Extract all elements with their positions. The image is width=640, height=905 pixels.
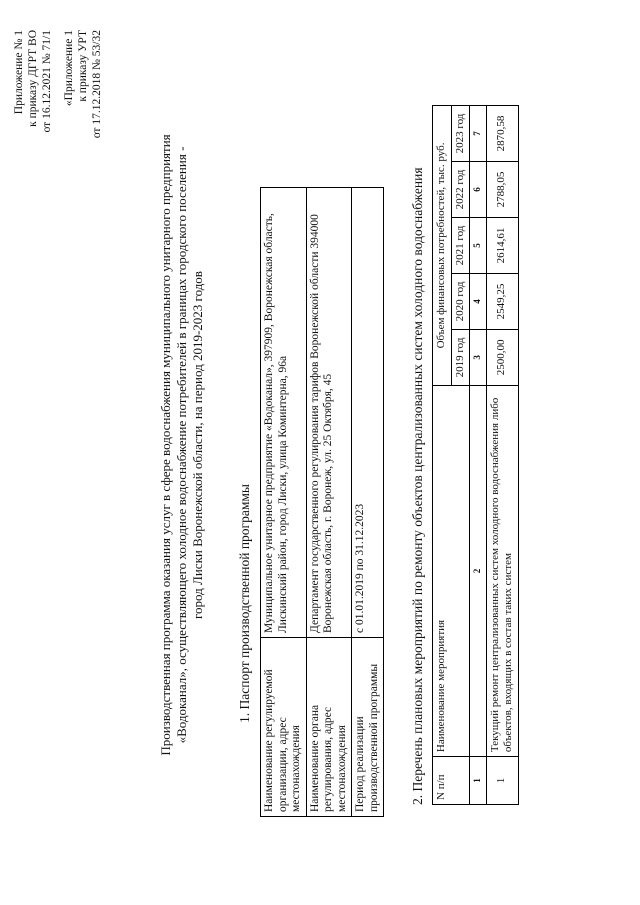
document-title	[158, 95, 206, 795]
column-header-name: Наименование мероприятия	[433, 385, 470, 756]
column-index: 2	[470, 385, 487, 756]
appendix-line: Приложение № 1	[13, 30, 25, 115]
passport-table	[260, 187, 384, 817]
year-header: 2019 год	[451, 329, 470, 385]
row-number: 1	[486, 757, 518, 805]
column-header-number: N п/п	[433, 757, 470, 805]
table-row	[486, 106, 518, 805]
column-index: 4	[470, 273, 487, 329]
column-index: 3	[470, 329, 487, 385]
table-index-row	[470, 106, 487, 805]
column-index: 7	[470, 106, 487, 162]
finance-value: 2870,58	[486, 106, 518, 162]
table-row	[306, 188, 352, 817]
appendix-reference-current	[12, 30, 54, 132]
finance-value: 2614,61	[486, 218, 518, 274]
passport-value: Департамент государственного регулирования тарифов Воронежской области 394000 Воронежская область, г. Воронеж, ул. 25 Октября, 45	[306, 188, 352, 638]
appendix-line: к приказу ДГРТ ВО	[27, 30, 39, 127]
passport-label: Период реализации производственной программы	[352, 638, 384, 817]
appendix-line: от 16.12.2021 № 71/1	[41, 30, 53, 133]
year-header: 2022 год	[451, 162, 470, 218]
title-line: Производственная программа оказания услуг в сфере водоснабжения муниципального унитарного предприятия	[158, 134, 173, 756]
passport-label: Наименование органа регулирования, адрес местонахождения	[306, 638, 352, 817]
column-index: 1	[470, 757, 487, 805]
appendix-line: от 17.12.2018 № 53/32	[91, 30, 103, 139]
table-row	[352, 188, 384, 817]
year-header: 2020 год	[451, 273, 470, 329]
table-header-row	[433, 106, 452, 805]
finance-value: 2549,25	[486, 273, 518, 329]
section-2-heading: 2. Перечень плановых мероприятий по ремонту объектов централизованных систем холодного водоснабжения	[410, 167, 425, 805]
title-line: город Лиски Воронежской области, на период 2019-2023 годов	[190, 271, 205, 619]
column-header-finance: Объем финансовых потребностей, тыс. руб.	[433, 106, 452, 386]
finance-value: 2788,05	[486, 162, 518, 218]
table-row	[261, 188, 307, 817]
passport-label: Наименование регулируемой организации, адрес местонахождения	[261, 638, 307, 817]
year-header: 2021 год	[451, 218, 470, 274]
title-line: «Водоканал», осуществляющего холодное водоснабжение потребителей в границах городского поселения -	[174, 146, 189, 744]
section-1-heading: 1. Паспорт производственной программы	[237, 484, 252, 723]
column-index: 5	[470, 218, 487, 274]
year-header: 2023 год	[451, 106, 470, 162]
finance-value: 2500,00	[486, 329, 518, 385]
passport-value: Муниципальное унитарное предприятие «Водоканал», 397909, Воронежская область, Лискинский район, город Лиски, улица Коминтерна, 96а	[261, 188, 307, 638]
plan-table	[432, 105, 519, 805]
activity-name: Текущий ремонт централизованных систем холодного водоснабжения либо объектов, входящих в состав таких систем	[486, 385, 518, 756]
column-index: 6	[470, 162, 487, 218]
passport-value: с 01.01.2019 по 31.12.2023	[352, 188, 384, 638]
appendix-reference-original	[62, 30, 104, 138]
appendix-line: к приказу УРТ	[77, 30, 89, 102]
appendix-line: «Приложение 1	[63, 30, 75, 107]
